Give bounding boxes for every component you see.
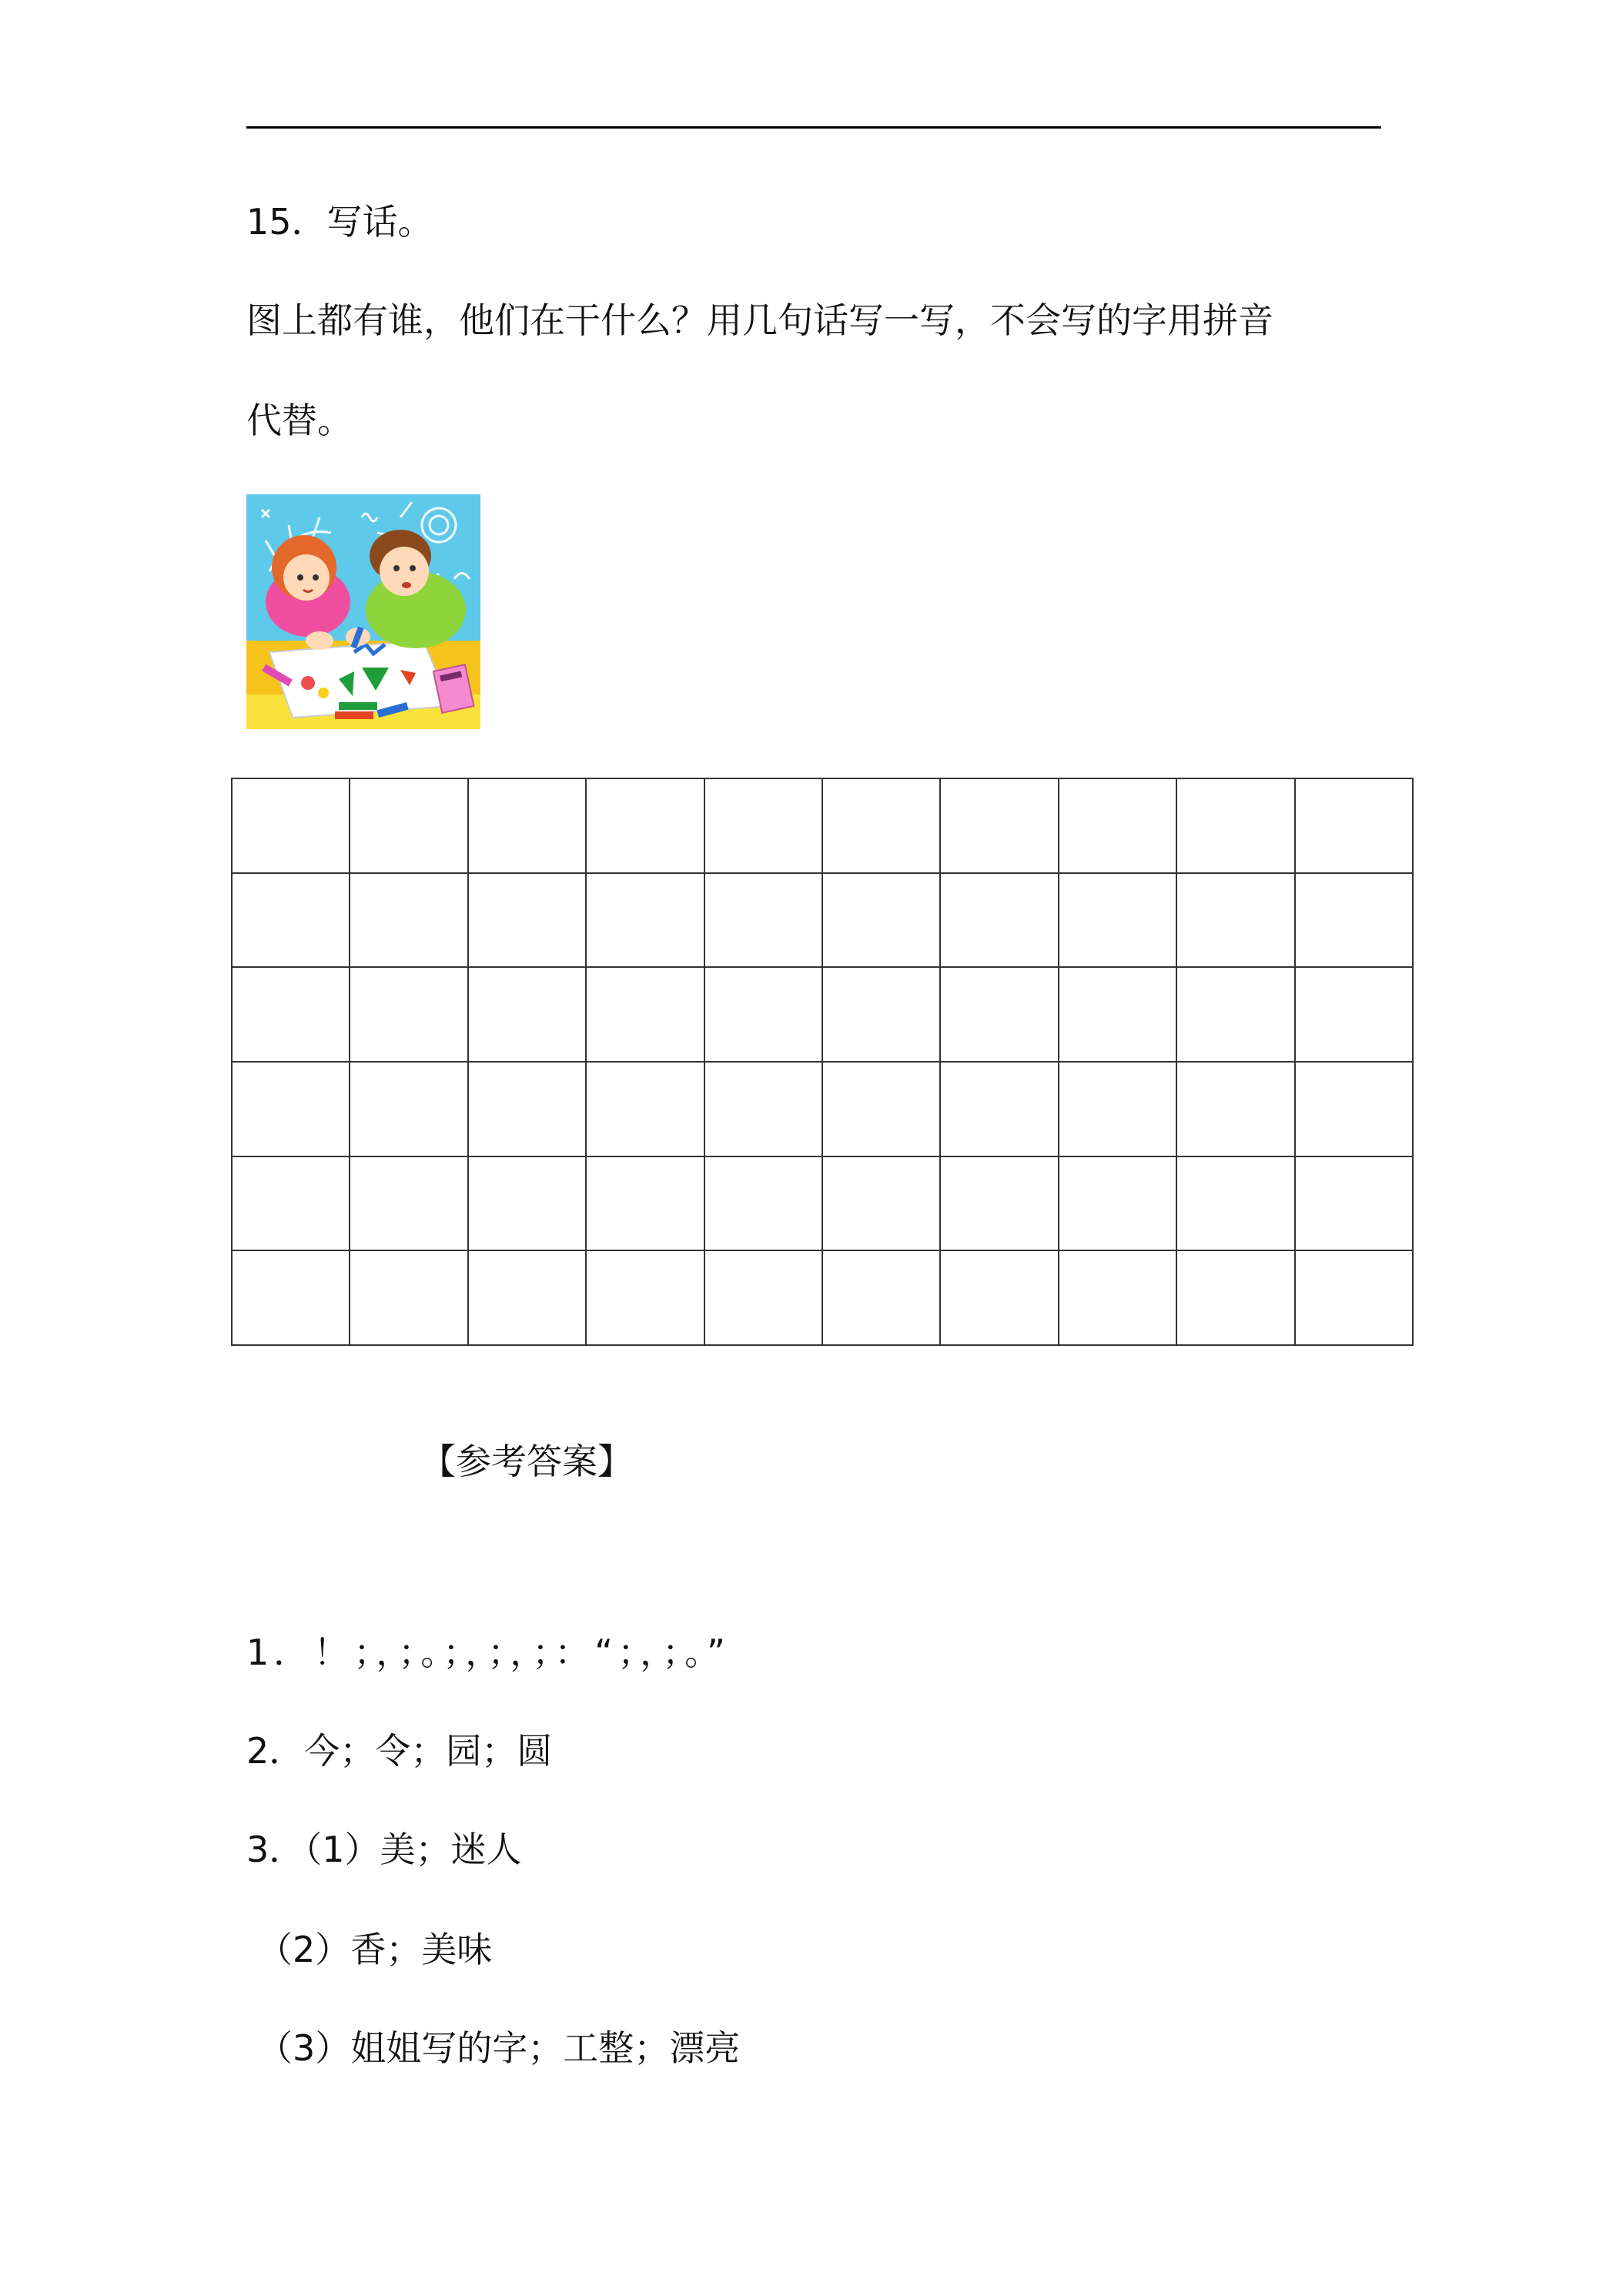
grid-cell[interactable] xyxy=(468,1250,586,1345)
grid-cell[interactable] xyxy=(1295,1062,1413,1156)
grid-cell[interactable] xyxy=(232,967,350,1062)
grid-cell[interactable] xyxy=(1295,967,1413,1062)
grid-cell[interactable] xyxy=(940,873,1058,968)
grid-cell[interactable] xyxy=(586,967,704,1062)
grid-cell[interactable] xyxy=(1059,1062,1176,1156)
grid-cell[interactable] xyxy=(586,1062,704,1156)
grid-cell[interactable] xyxy=(704,778,822,873)
question-title: 15．写话。 xyxy=(246,201,433,243)
grid-cell[interactable] xyxy=(468,967,586,1062)
grid-cell[interactable] xyxy=(704,1250,822,1345)
grid-cell[interactable] xyxy=(350,778,467,873)
grid-cell[interactable] xyxy=(350,873,467,968)
children-drawing-illustration xyxy=(246,494,480,729)
grid-cell[interactable] xyxy=(1295,873,1413,968)
grid-cell[interactable] xyxy=(704,967,822,1062)
grid-cell[interactable] xyxy=(822,967,940,1062)
grid-row xyxy=(232,1250,1413,1345)
answer-item-3-sub-3: （3）姐姐写的字；工整；漂亮 xyxy=(257,2027,741,2069)
grid-cell[interactable] xyxy=(586,1250,704,1345)
grid-cell[interactable] xyxy=(586,778,704,873)
grid-cell[interactable] xyxy=(468,873,586,968)
grid-cell[interactable] xyxy=(822,873,940,968)
grid-cell[interactable] xyxy=(1295,1156,1413,1251)
grid-cell[interactable] xyxy=(586,873,704,968)
grid-cell[interactable] xyxy=(350,1250,467,1345)
grid-cell[interactable] xyxy=(1295,1250,1413,1345)
answer-item-2: 2．今；令；园；圆 xyxy=(246,1730,553,1772)
grid-cell[interactable] xyxy=(586,1156,704,1251)
grid-cell[interactable] xyxy=(940,1250,1058,1345)
grid-cell[interactable] xyxy=(468,778,586,873)
grid-cell[interactable] xyxy=(468,1156,586,1251)
grid-cell[interactable] xyxy=(1176,778,1294,873)
grid-row xyxy=(232,1062,1413,1156)
grid-cell[interactable] xyxy=(1176,873,1294,968)
answer-item-1: 1．！；，；。；，；，；：“；，；。” xyxy=(246,1632,730,1673)
grid-cell[interactable] xyxy=(1176,1250,1294,1345)
grid-row xyxy=(232,873,1413,968)
grid-cell[interactable] xyxy=(1176,967,1294,1062)
grid-cell[interactable] xyxy=(822,778,940,873)
grid-cell[interactable] xyxy=(350,1156,467,1251)
grid-cell[interactable] xyxy=(232,873,350,968)
question-prompt-line-2: 代替。 xyxy=(246,400,353,441)
grid-cell[interactable] xyxy=(232,1062,350,1156)
grid-cell[interactable] xyxy=(940,778,1058,873)
grid-cell[interactable] xyxy=(940,967,1058,1062)
grid-cell[interactable] xyxy=(468,1062,586,1156)
grid-row xyxy=(232,1156,1413,1251)
writing-grid[interactable] xyxy=(231,778,1414,1346)
grid-cell[interactable] xyxy=(822,1156,940,1251)
grid-cell[interactable] xyxy=(232,778,350,873)
grid-cell[interactable] xyxy=(1059,1156,1176,1251)
grid-cell[interactable] xyxy=(350,967,467,1062)
grid-cell[interactable] xyxy=(232,1250,350,1345)
grid-row xyxy=(232,967,1413,1062)
question-prompt-line-1: 图上都有谁，他们在干什么？用几句话写一写，不会写的字用拼音 xyxy=(246,300,1273,341)
grid-cell[interactable] xyxy=(350,1062,467,1156)
grid-cell[interactable] xyxy=(822,1062,940,1156)
grid-cell[interactable] xyxy=(704,873,822,968)
answer-item-3-sub-2: （2）香；美味 xyxy=(257,1929,493,1970)
grid-row xyxy=(232,778,1413,873)
grid-cell[interactable] xyxy=(1059,1250,1176,1345)
header-rule xyxy=(246,126,1381,129)
grid-cell[interactable] xyxy=(940,1062,1058,1156)
grid-cell[interactable] xyxy=(940,1156,1058,1251)
answer-heading: 【参考答案】 xyxy=(420,1441,633,1482)
grid-cell[interactable] xyxy=(1059,873,1176,968)
grid-cell[interactable] xyxy=(1176,1062,1294,1156)
grid-cell[interactable] xyxy=(1059,967,1176,1062)
grid-cell[interactable] xyxy=(822,1250,940,1345)
grid-cell[interactable] xyxy=(1059,778,1176,873)
grid-cell[interactable] xyxy=(232,1156,350,1251)
grid-cell[interactable] xyxy=(1176,1156,1294,1251)
grid-cell[interactable] xyxy=(704,1062,822,1156)
grid-cell[interactable] xyxy=(1295,778,1413,873)
grid-cell[interactable] xyxy=(704,1156,822,1251)
answer-item-3: 3．（1）美；迷人 xyxy=(246,1829,522,1870)
